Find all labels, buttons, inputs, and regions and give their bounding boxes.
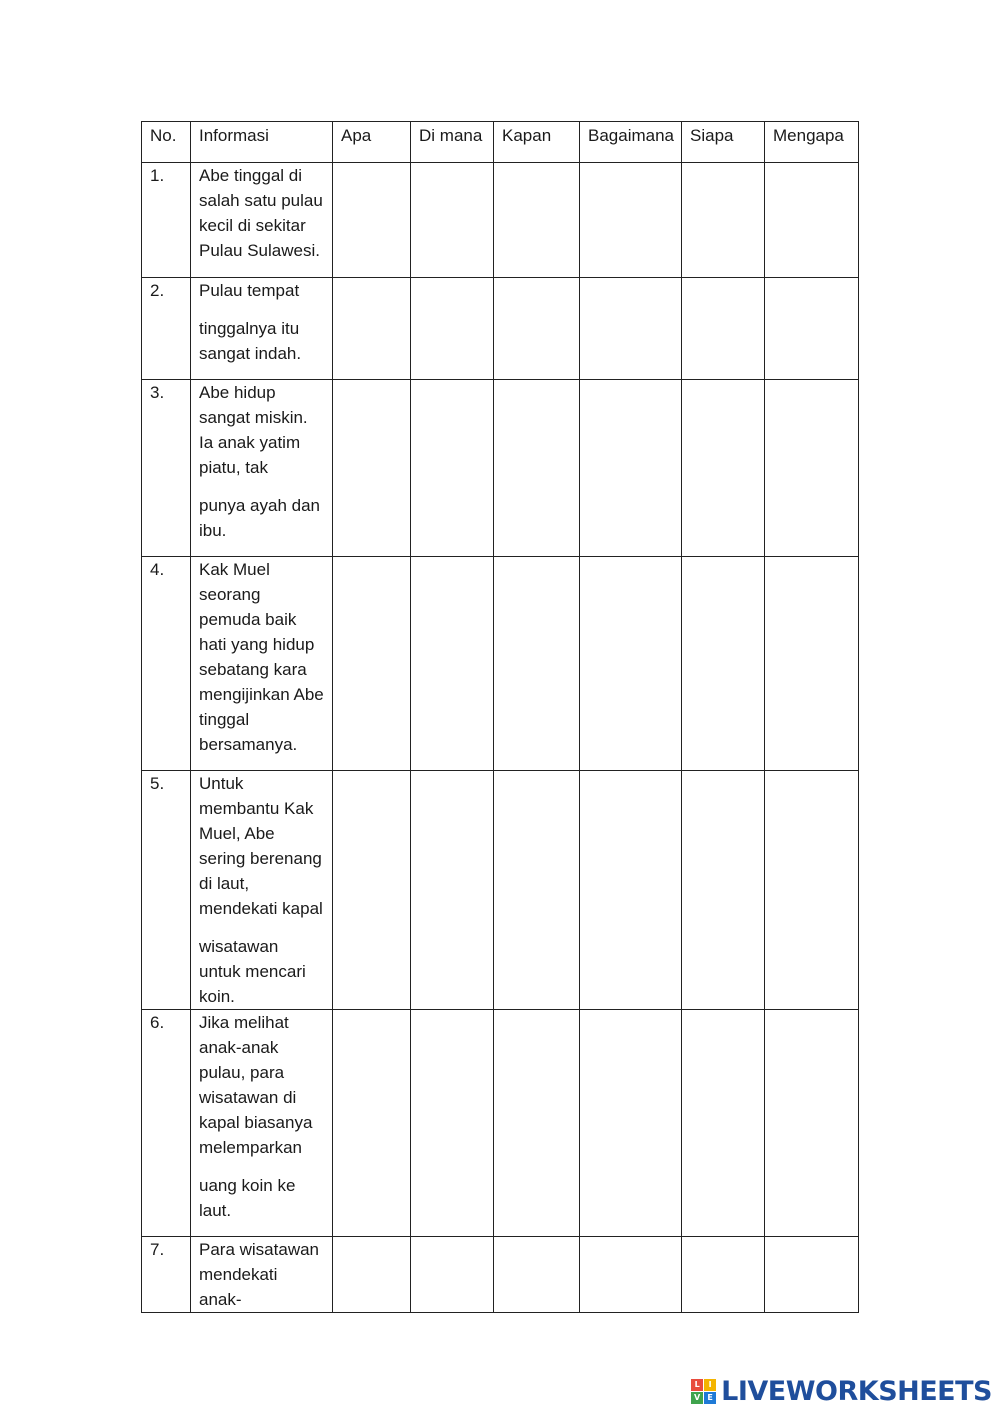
answer-mengapa[interactable] [765,163,859,278]
header-bagaimana: Bagaimana [580,122,682,163]
answer-di-mana[interactable] [411,771,494,1010]
info-text: Abe hidup sangat miskin. Ia anak yatim piatu, tak [199,383,308,477]
header-row [142,122,859,163]
answer-mengapa[interactable] [765,557,859,771]
answer-mengapa[interactable] [765,380,859,557]
answer-apa[interactable] [333,1010,411,1237]
header-apa: Apa [333,122,411,163]
answer-apa[interactable] [333,771,411,1010]
info-text: uang koin ke laut. [199,1176,296,1220]
answer-mengapa[interactable] [765,771,859,1010]
answer-di-mana[interactable] [411,1237,494,1313]
answer-bagaimana[interactable] [580,163,682,278]
row-number: 1. [142,163,191,278]
row-number: 6. [142,1010,191,1237]
row-number: 4. [142,557,191,771]
answer-mengapa[interactable] [765,278,859,380]
row-informasi [191,163,333,278]
logo-badge-letter: I [704,1379,716,1391]
answer-kapan[interactable] [494,1010,580,1237]
info-text: punya ayah dan ibu. [199,496,320,540]
header-kapan: Kapan [494,122,580,163]
info-text: Jika melihat anak-anak pulau, para wisatawan di kapal biasanya melemparkan [199,1013,313,1157]
answer-di-mana[interactable] [411,163,494,278]
info-text: wisatawan untuk mencari koin. [199,937,306,1006]
answer-siapa[interactable] [682,1237,765,1313]
header-siapa: Siapa [682,122,765,163]
header-di-mana: Di mana [411,122,494,163]
row-number: 2. [142,278,191,380]
answer-siapa[interactable] [682,380,765,557]
answer-bagaimana[interactable] [580,771,682,1010]
answer-di-mana[interactable] [411,557,494,771]
row-informasi [191,380,333,557]
answer-siapa[interactable] [682,557,765,771]
answer-apa[interactable] [333,380,411,557]
answer-siapa[interactable] [682,1010,765,1237]
header-no: No. [142,122,191,163]
row-informasi [191,278,333,380]
answer-siapa[interactable] [682,771,765,1010]
info-text: Pulau tempat [199,281,300,300]
table-row [142,1010,859,1237]
answer-mengapa[interactable] [765,1010,859,1237]
answer-bagaimana[interactable] [580,1237,682,1313]
table-row [142,557,859,771]
answer-siapa[interactable] [682,278,765,380]
logo-badge-icon [691,1379,716,1404]
row-number: 3. [142,380,191,557]
answer-kapan[interactable] [494,278,580,380]
table-row [142,380,859,557]
logo-badge-letter: L [691,1379,703,1391]
row-informasi [191,557,333,771]
logo-badge-letter: V [691,1392,703,1404]
row-number: 7. [142,1237,191,1313]
answer-kapan[interactable] [494,1237,580,1313]
answer-di-mana[interactable] [411,278,494,380]
answer-bagaimana[interactable] [580,380,682,557]
info-text: tinggalnya itu sangat indah. [199,319,302,363]
info-text: Abe tinggal di salah satu pulau kecil di sekitar Pulau Sulawesi. [199,166,323,260]
liveworksheets-logo [691,1376,992,1407]
row-number: 5. [142,771,191,1010]
answer-di-mana[interactable] [411,1010,494,1237]
header-informasi: Informasi [191,122,333,163]
row-informasi [191,1237,333,1313]
answer-siapa[interactable] [682,163,765,278]
answer-bagaimana[interactable] [580,557,682,771]
answer-bagaimana[interactable] [580,278,682,380]
worksheet-table [141,121,859,1313]
table-row [142,1237,859,1313]
answer-apa[interactable] [333,557,411,771]
row-informasi [191,1010,333,1237]
row-informasi [191,771,333,1010]
table-row [142,163,859,278]
answer-bagaimana[interactable] [580,1010,682,1237]
answer-kapan[interactable] [494,771,580,1010]
answer-di-mana[interactable] [411,380,494,557]
info-text: Para wisatawan mendekati anak- [199,1240,320,1309]
answer-kapan[interactable] [494,163,580,278]
header-mengapa: Mengapa [765,122,859,163]
answer-kapan[interactable] [494,380,580,557]
logo-badge-letter: E [704,1392,716,1404]
answer-apa[interactable] [333,1237,411,1313]
info-text: Untuk membantu Kak Muel, Abe sering berenang di laut, mendekati kapal [199,774,323,918]
table-row [142,771,859,1010]
info-text: Kak Muel seorang pemuda baik hati yang hidup sebatang kara mengijinkan Abe tinggal bersamanya. [199,560,324,754]
table-row [142,278,859,380]
answer-mengapa[interactable] [765,1237,859,1313]
answer-apa[interactable] [333,278,411,380]
answer-apa[interactable] [333,163,411,278]
answer-kapan[interactable] [494,557,580,771]
logo-text: LIVEWORKSHEETS [721,1376,992,1407]
